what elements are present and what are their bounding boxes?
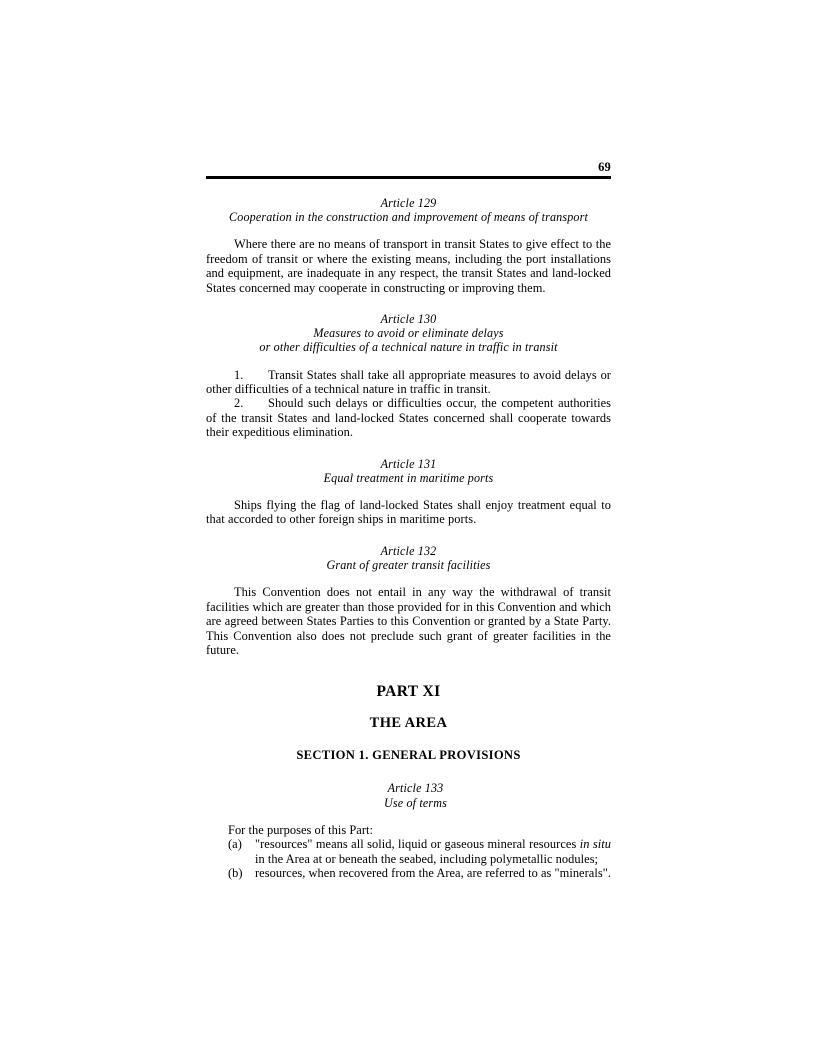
article-133-subtitle: Use of terms [384, 795, 447, 810]
clause-marker: 1. [234, 367, 244, 382]
article-133-list [206, 837, 611, 880]
article-133-intro: For the purposes of this Part: [228, 822, 374, 837]
article-132-number: Article 132 [380, 543, 437, 558]
list-item-text-before: "resources" means all solid, liquid or gaseous mineral resources [255, 837, 580, 852]
list-item-label: (a) [228, 837, 242, 852]
article-130-subtitle-line-2: or other difficulties of a technical nature in traffic in transit [259, 340, 558, 355]
article-132-heading [206, 544, 611, 572]
page-number: 69 [598, 160, 611, 174]
article-130-number: Article 130 [380, 312, 437, 327]
list-item [206, 866, 611, 880]
article-129-paragraph: Where there are no means of transport in transit States to give effect to the freedom of transit or where the existing means, including the port installations and equipment, are inadequate in any respect, the transit States and land-locked States concerned may cooperate in constructing or improving them. [206, 237, 611, 295]
article-131-heading [206, 457, 611, 485]
article-133-heading [206, 781, 611, 809]
list-item-text-after: in the Area at or beneath the seabed, including polymetallic nodules; [255, 851, 599, 866]
page-content [206, 196, 611, 880]
section-heading: SECTION 1. GENERAL PROVISIONS [296, 748, 521, 763]
part-title: PART XI [376, 683, 441, 701]
article-129-heading [206, 196, 611, 224]
article-132-paragraph: This Convention does not entail in any way the withdrawal of transit facilities which are greater than those provided for in this Convention and which are agreed between States Parties to this Convention or granted by a State Party. This Convention also does not preclude such grant of greater facilities in the future. [206, 585, 611, 657]
clause-marker: 2. [234, 396, 244, 411]
article-133-number: Article 133 [387, 781, 444, 796]
article-129-number: Article 129 [380, 196, 437, 210]
page-header [206, 160, 611, 179]
clause-text: Transit States shall take all appropriate measures to avoid delays or other difficulties of a technical nature in traffic in transit. [206, 367, 611, 397]
article-132-subtitle: Grant of greater transit facilities [326, 558, 491, 573]
article-130-clause-1 [206, 368, 611, 397]
list-item-label: (b) [228, 865, 243, 880]
list-item-text-before: resources, when recovered from the Area, are referred to as "minerals". [255, 865, 611, 880]
list-item-italic: in situ [579, 837, 611, 852]
article-129-subtitle: Cooperation in the construction and improvement of means of transport [229, 210, 588, 225]
article-131-paragraph: Ships flying the flag of land-locked States shall enjoy treatment equal to that accorded to other foreign ships in maritime ports. [206, 498, 611, 527]
article-131-number: Article 131 [380, 456, 437, 471]
header-rule [206, 176, 611, 179]
clause-text: Should such delays or difficulties occur, the competent authorities of the transit States and land-locked States concerned shall cooperate towards their expeditious elimination. [206, 396, 611, 440]
list-item [206, 837, 611, 866]
article-130-heading [206, 312, 611, 355]
article-131-subtitle: Equal treatment in maritime ports [323, 470, 494, 485]
article-130-clause-2 [206, 396, 611, 439]
part-subtitle: THE AREA [369, 715, 448, 732]
article-130-subtitle-line-1: Measures to avoid or eliminate delays [313, 326, 504, 341]
